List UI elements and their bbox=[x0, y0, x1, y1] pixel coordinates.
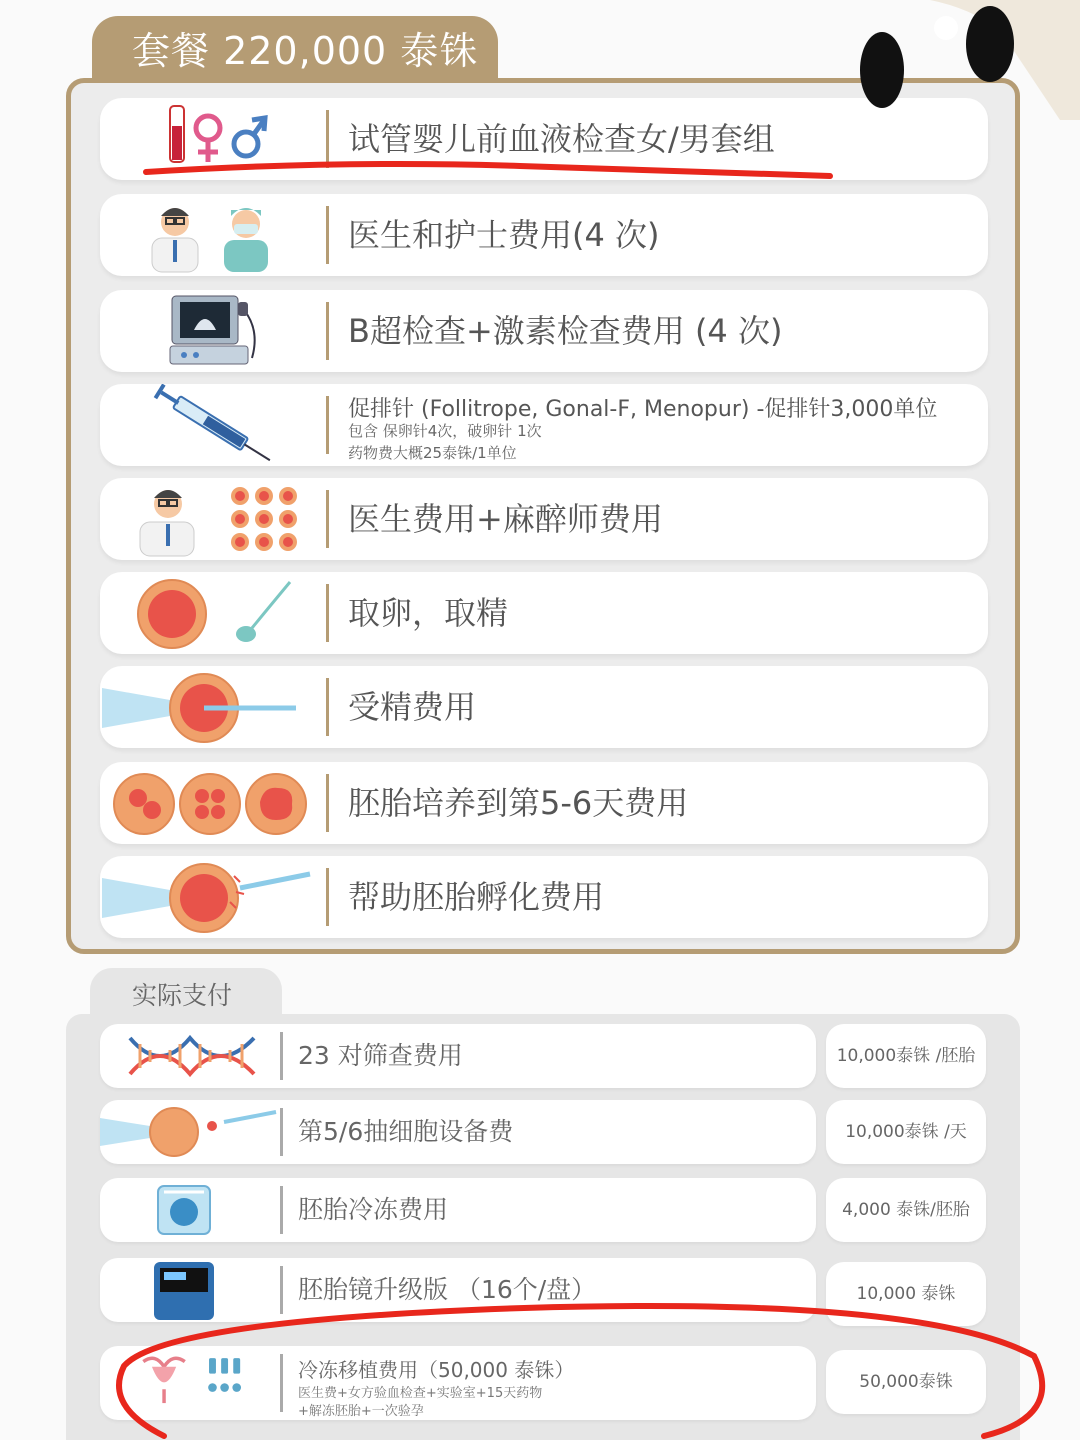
price-cell: 50,000泰铢 bbox=[826, 1350, 986, 1414]
price-cell: 4,000 泰铢/胚胎 bbox=[826, 1178, 986, 1242]
fertilization-icon bbox=[100, 666, 326, 748]
row-divider bbox=[326, 396, 329, 454]
price-cell: 10,000泰铢 /胚胎 bbox=[826, 1024, 986, 1088]
actual-pay-title: 实际支付 bbox=[132, 981, 233, 1010]
ice-cube-icon bbox=[100, 1178, 280, 1242]
item-sublabel: +解冻胚胎+一次验孕 bbox=[298, 1404, 424, 1419]
row-divider bbox=[326, 868, 329, 926]
item-label: 胚胎培养到第5-6天费用 bbox=[348, 784, 689, 822]
item-label: 冷冻移植费用（50,000 泰铢） bbox=[298, 1358, 575, 1382]
item-label: 帮助胚胎孵化费用 bbox=[348, 878, 605, 916]
price-cell: 10,000 泰铢 bbox=[826, 1262, 986, 1326]
embryo-culture-icon bbox=[100, 762, 326, 844]
red-circle-annotation bbox=[104, 1296, 1054, 1440]
item-sublabel: 包含 保卵针4次，破卵针 1次 bbox=[348, 422, 542, 440]
row-divider bbox=[280, 1032, 283, 1080]
package-title: 套餐 220,000 泰铢 bbox=[132, 29, 479, 73]
row-divider bbox=[326, 206, 329, 264]
package-item-embryo-culture bbox=[100, 762, 988, 844]
watermark-text: 小红书 bbox=[488, 706, 588, 744]
biopsy-icon bbox=[100, 1100, 280, 1164]
package-item-assisted-hatching bbox=[100, 856, 988, 938]
doctor-cells-icon bbox=[100, 478, 326, 560]
item-label: 促排针 (Follitrope, Gonal-F, Menopur) -促排针3,000单位 bbox=[348, 397, 938, 422]
row-divider bbox=[326, 302, 329, 360]
item-label: 23 对筛查费用 bbox=[298, 1041, 463, 1070]
item-label: 试管婴儿前血液检查女/男套组 bbox=[348, 120, 775, 158]
item-label: 医生和护士费用(4 次) bbox=[348, 216, 660, 254]
package-item-stimulation-injection bbox=[100, 384, 988, 466]
row-divider bbox=[326, 774, 329, 832]
dna-icon bbox=[100, 1024, 280, 1088]
doctor-nurse-icon bbox=[100, 194, 326, 276]
item-label: 医生费用+麻醉师费用 bbox=[348, 500, 663, 538]
syringe-icon bbox=[100, 384, 326, 466]
item-sublabel: 医生费+女方验血检查+实验室+15天药物 bbox=[298, 1386, 543, 1401]
row-divider bbox=[280, 1186, 283, 1234]
item-label: 受精费用 bbox=[348, 688, 477, 726]
item-sublabel: 药物费大概25泰铢/1单位 bbox=[348, 444, 517, 462]
actual-item-screening bbox=[100, 1024, 816, 1088]
red-underline-annotation bbox=[140, 150, 840, 190]
actual-item-biopsy bbox=[100, 1100, 816, 1164]
package-title-tab bbox=[92, 16, 498, 86]
package-item-egg-sperm-retrieval bbox=[100, 572, 988, 654]
item-label: 取卵，取精 bbox=[348, 594, 509, 632]
package-item-doctor-nurse bbox=[100, 194, 988, 276]
egg-sperm-icon bbox=[100, 572, 326, 654]
actual-item-freezing bbox=[100, 1178, 816, 1242]
redaction-blot-icon bbox=[850, 0, 1080, 120]
item-label: 第5/6抽细胞设备费 bbox=[298, 1117, 514, 1146]
row-divider bbox=[326, 584, 329, 642]
ultrasound-machine-icon bbox=[100, 290, 326, 372]
item-label: 胚胎镜升级版 （16个/盘） bbox=[298, 1275, 597, 1304]
assisted-hatching-icon bbox=[100, 856, 326, 938]
package-item-doctor-anesthetist bbox=[100, 478, 988, 560]
row-divider bbox=[326, 490, 329, 548]
row-divider bbox=[326, 678, 329, 736]
item-label: 胚胎冷冻费用 bbox=[298, 1195, 449, 1224]
item-label: B超检查+激素检查费用 (4 次) bbox=[348, 312, 783, 350]
row-divider bbox=[280, 1108, 283, 1156]
price-cell: 10,000泰铢 /天 bbox=[826, 1100, 986, 1164]
package-item-ultrasound bbox=[100, 290, 988, 372]
